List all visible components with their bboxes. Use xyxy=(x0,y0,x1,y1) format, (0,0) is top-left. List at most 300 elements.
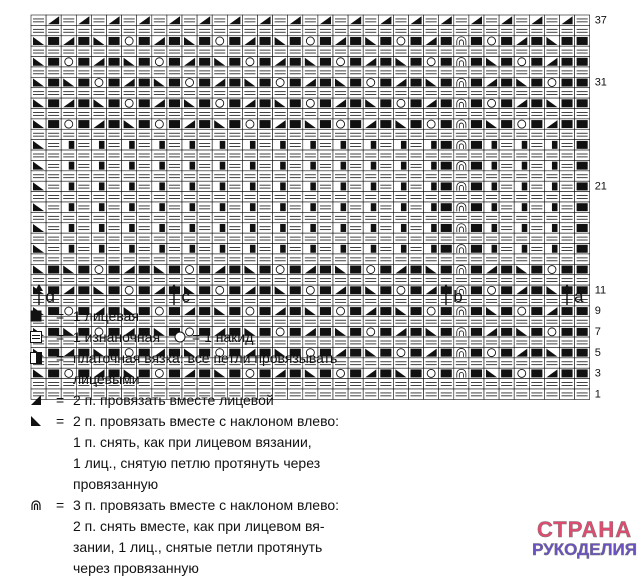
purl-square-cell xyxy=(182,46,197,56)
knit-square-cell xyxy=(348,285,363,295)
purl-square-cell xyxy=(258,275,273,285)
purl-square-cell xyxy=(439,46,454,56)
purl-square-cell xyxy=(424,108,439,118)
legend-text: лицевыми xyxy=(73,371,140,387)
purl-square-cell xyxy=(152,171,167,181)
purl-square-cell xyxy=(242,150,257,160)
ssk-triangle-cell xyxy=(424,327,439,337)
purl-square-cell xyxy=(122,25,137,35)
purl-square-cell xyxy=(363,25,378,35)
purl-square-cell xyxy=(197,108,212,118)
purl-square-cell xyxy=(378,181,393,191)
ssk-triangle-cell xyxy=(484,119,499,129)
purl-square-cell xyxy=(242,25,257,35)
ssk-triangle-cell xyxy=(514,77,529,87)
purl-square-cell xyxy=(560,150,575,160)
k2tog-triangle-cell xyxy=(46,15,61,25)
ssk-triangle-cell xyxy=(122,57,137,67)
purl-square-cell xyxy=(439,25,454,35)
purl-square-cell xyxy=(529,389,544,399)
sk2p-arch-icon xyxy=(30,499,42,511)
purl-square-cell xyxy=(544,316,559,326)
purl-square-cell xyxy=(258,25,273,35)
purl-square-cell xyxy=(303,212,318,222)
knit-square-cell xyxy=(529,57,544,67)
knit-square-cell xyxy=(469,140,484,150)
purl-square-cell xyxy=(454,254,469,264)
purl-square-cell xyxy=(182,108,197,118)
ssk-triangle-cell xyxy=(31,119,46,129)
purl-square-cell xyxy=(61,233,76,243)
purl-square-cell xyxy=(167,254,182,264)
purl-square-cell xyxy=(499,244,514,254)
knit-square-cell xyxy=(227,36,242,46)
purl-square-cell xyxy=(454,67,469,77)
purl-square-cell xyxy=(560,140,575,150)
purl-square-cell xyxy=(91,233,106,243)
purl-square-cell xyxy=(288,223,303,233)
purl-square-cell xyxy=(544,275,559,285)
purl-square-cell xyxy=(484,171,499,181)
purl-square-cell xyxy=(575,15,590,25)
knit-square-cell xyxy=(409,77,424,87)
garter-half-square-cell xyxy=(393,140,408,150)
purl-square-cell xyxy=(227,46,242,56)
purl-square-cell xyxy=(378,233,393,243)
arrow-marker-a xyxy=(562,284,584,311)
purl-square-cell xyxy=(484,46,499,56)
purl-square-cell xyxy=(560,379,575,389)
purl-square-cell xyxy=(499,140,514,150)
garter-half-square-cell xyxy=(152,244,167,254)
k2tog-triangle-cell xyxy=(348,15,363,25)
yarn-over-circle-cell xyxy=(484,36,499,46)
knit-square-cell xyxy=(107,77,122,87)
garter-half-square-cell xyxy=(484,202,499,212)
purl-square-cell xyxy=(76,244,91,254)
up-arrow-icon xyxy=(562,284,574,306)
purl-square-cell xyxy=(273,192,288,202)
purl-square-cell xyxy=(424,275,439,285)
purl-square-cell xyxy=(575,275,590,285)
purl-square-cell xyxy=(288,108,303,118)
knit-square-cell xyxy=(409,57,424,67)
purl-square-cell xyxy=(273,15,288,25)
purl-square-cell xyxy=(318,233,333,243)
purl-square-cell xyxy=(393,295,408,305)
purl-square-cell xyxy=(363,316,378,326)
purl-square-cell xyxy=(137,244,152,254)
purl-square-cell xyxy=(514,88,529,98)
ssk-triangle-cell xyxy=(31,36,46,46)
purl-square-cell xyxy=(484,67,499,77)
purl-square-cell xyxy=(514,25,529,35)
sk2p-arch-cell xyxy=(454,264,469,274)
knit-square-cell xyxy=(348,57,363,67)
purl-square-cell xyxy=(242,129,257,139)
purl-square-cell xyxy=(560,181,575,191)
garter-half-square-cell xyxy=(91,244,106,254)
k2tog-triangle-cell xyxy=(514,36,529,46)
purl-square-cell xyxy=(469,295,484,305)
purl-square-cell xyxy=(227,275,242,285)
ssk-triangle-cell xyxy=(152,77,167,87)
purl-square-cell xyxy=(76,67,91,77)
yarn-over-circle-cell xyxy=(424,119,439,129)
knit-square-cell xyxy=(46,119,61,129)
knit-square-cell xyxy=(167,36,182,46)
purl-square-cell xyxy=(393,358,408,368)
purl-square-cell xyxy=(333,25,348,35)
purl-square-cell xyxy=(544,389,559,399)
purl-square-cell xyxy=(529,358,544,368)
purl-square-cell xyxy=(409,181,424,191)
knit-square-cell xyxy=(439,57,454,67)
purl-square-cell xyxy=(363,337,378,347)
logo-line-2 xyxy=(532,541,637,559)
purl-square-cell xyxy=(242,233,257,243)
purl-square-cell xyxy=(167,25,182,35)
purl-square-cell xyxy=(529,275,544,285)
purl-square-cell xyxy=(76,171,91,181)
purl-square-cell xyxy=(318,275,333,285)
purl-square-cell xyxy=(409,160,424,170)
purl-square-cell xyxy=(499,108,514,118)
purl-square-cell xyxy=(258,88,273,98)
purl-square-cell xyxy=(152,108,167,118)
k2tog-triangle-cell xyxy=(152,98,167,108)
purl-square-cell xyxy=(484,212,499,222)
purl-square-cell xyxy=(424,212,439,222)
yarn-over-circle-cell xyxy=(514,368,529,378)
purl-square-cell xyxy=(91,150,106,160)
purl-square-cell xyxy=(258,223,273,233)
purl-square-cell xyxy=(122,233,137,243)
purl-square-cell xyxy=(137,67,152,77)
purl-square-cell xyxy=(137,254,152,264)
purl-square-cell xyxy=(484,295,499,305)
purl-square-cell xyxy=(499,202,514,212)
garter-half-square-cell xyxy=(544,223,559,233)
knit-square-cell xyxy=(288,119,303,129)
purl-square-cell xyxy=(484,254,499,264)
k2tog-triangle-cell xyxy=(258,15,273,25)
purl-square-cell xyxy=(333,171,348,181)
k2tog-triangle-cell xyxy=(152,285,167,295)
knit-square-cell xyxy=(409,327,424,337)
purl-square-cell xyxy=(409,223,424,233)
purl-square-cell xyxy=(378,212,393,222)
purl-square-cell xyxy=(560,212,575,222)
purl-square-cell xyxy=(575,192,590,202)
purl-square-cell xyxy=(288,46,303,56)
ssk-triangle-cell xyxy=(182,36,197,46)
purl-square-cell xyxy=(227,254,242,264)
yarn-over-circle-cell xyxy=(514,57,529,67)
purl-square-cell xyxy=(348,150,363,160)
purl-square-cell xyxy=(378,275,393,285)
garter-half-square-cell xyxy=(242,181,257,191)
knit-square-cell xyxy=(469,347,484,357)
yarn-over-circle-cell xyxy=(514,306,529,316)
purl-square-cell xyxy=(227,140,242,150)
knit-square-cell xyxy=(469,202,484,212)
purl-square-cell xyxy=(393,129,408,139)
purl-square-cell xyxy=(348,254,363,264)
purl-square-cell xyxy=(529,108,544,118)
purl-square-cell xyxy=(46,67,61,77)
knit-square-cell xyxy=(529,368,544,378)
purl-square-cell xyxy=(197,181,212,191)
knit-square-cell xyxy=(227,98,242,108)
purl-square-cell xyxy=(227,181,242,191)
purl-square-cell xyxy=(227,212,242,222)
garter-half-square-cell xyxy=(363,160,378,170)
purl-square-cell xyxy=(303,88,318,98)
purl-square-cell xyxy=(212,171,227,181)
knit-square-cell xyxy=(348,264,363,274)
purl-square-cell xyxy=(107,88,122,98)
k2tog-triangle-cell xyxy=(514,285,529,295)
ssk-triangle-icon xyxy=(30,415,42,427)
purl-square-cell xyxy=(288,295,303,305)
knit-square-cell xyxy=(575,223,590,233)
knit-square-cell xyxy=(288,98,303,108)
purl-square-cell xyxy=(575,150,590,160)
legend-equals: = xyxy=(56,392,65,408)
ssk-triangle-cell xyxy=(31,223,46,233)
knit-square-cell xyxy=(167,98,182,108)
purl-square-cell xyxy=(61,15,76,25)
knit-square-cell xyxy=(499,264,514,274)
purl-square-cell xyxy=(575,337,590,347)
purl-square-cell xyxy=(454,379,469,389)
knit-square-cell xyxy=(258,57,273,67)
purl-square-cell xyxy=(378,25,393,35)
knit-square-icon xyxy=(30,310,42,322)
purl-square-cell xyxy=(378,192,393,202)
purl-square-cell xyxy=(152,275,167,285)
yarn-over-circle-cell xyxy=(393,347,408,357)
purl-square-cell xyxy=(439,233,454,243)
knit-square-cell xyxy=(439,347,454,357)
purl-square-cell xyxy=(484,389,499,399)
purl-square-cell xyxy=(560,244,575,254)
purl-square-cell xyxy=(318,295,333,305)
knit-square-cell xyxy=(258,77,273,87)
purl-square-cell xyxy=(318,160,333,170)
purl-square-cell xyxy=(212,25,227,35)
purl-square-cell xyxy=(393,337,408,347)
purl-square-cell xyxy=(61,46,76,56)
purl-square-cell xyxy=(469,108,484,118)
purl-square-cell xyxy=(469,192,484,202)
legend-k2tog xyxy=(30,390,360,411)
purl-square-cell xyxy=(318,192,333,202)
purl-square-cell xyxy=(333,254,348,264)
purl-square-cell xyxy=(303,233,318,243)
ssk-triangle-cell xyxy=(363,285,378,295)
purl-square-cell xyxy=(91,254,106,264)
sk2p-arch-cell xyxy=(454,57,469,67)
purl-square-cell xyxy=(258,192,273,202)
purl-square-cell xyxy=(560,129,575,139)
knit-square-cell xyxy=(469,160,484,170)
yarn-over-circle-cell xyxy=(152,57,167,67)
purl-square-cell xyxy=(499,379,514,389)
purl-square-cell xyxy=(107,46,122,56)
k2tog-triangle-cell xyxy=(182,57,197,67)
garter-half-square-icon xyxy=(30,352,42,364)
knit-square-cell xyxy=(529,98,544,108)
purl-square-cell xyxy=(107,108,122,118)
purl-square-cell xyxy=(348,212,363,222)
garter-half-square-cell xyxy=(152,223,167,233)
purl-square-cell xyxy=(46,171,61,181)
purl-square-cell xyxy=(167,233,182,243)
yarn-over-circle-cell xyxy=(363,264,378,274)
k2tog-triangle-cell xyxy=(409,15,424,25)
purl-square-cell xyxy=(409,337,424,347)
yarn-over-circle-cell xyxy=(424,306,439,316)
k2tog-triangle-cell xyxy=(484,264,499,274)
logo-text: СТРАНА xyxy=(536,517,633,542)
k2tog-triangle-cell xyxy=(212,77,227,87)
knit-square-cell xyxy=(409,36,424,46)
purl-square-cell xyxy=(393,25,408,35)
purl-square-cell xyxy=(363,67,378,77)
knit-square-cell xyxy=(409,368,424,378)
purl-square-cell xyxy=(529,181,544,191)
purl-square-cell xyxy=(318,150,333,160)
ssk-triangle-cell xyxy=(484,306,499,316)
garter-half-square-cell xyxy=(273,202,288,212)
garter-half-square-cell xyxy=(212,244,227,254)
purl-square-cell xyxy=(288,244,303,254)
purl-square-cell xyxy=(258,244,273,254)
legend-equals: = xyxy=(56,329,65,345)
purl-square-cell xyxy=(212,150,227,160)
purl-square-cell xyxy=(499,181,514,191)
purl-square-cell xyxy=(514,316,529,326)
knit-square-cell xyxy=(107,36,122,46)
purl-square-cell xyxy=(152,233,167,243)
purl-square-cell xyxy=(318,129,333,139)
purl-square-cell xyxy=(529,295,544,305)
purl-square-cell xyxy=(318,25,333,35)
purl-square-cell xyxy=(529,379,544,389)
purl-square-cell xyxy=(409,295,424,305)
purl-square-cell xyxy=(333,233,348,243)
purl-square-cell xyxy=(378,67,393,77)
purl-square-cell xyxy=(152,212,167,222)
knit-square-cell xyxy=(197,77,212,87)
purl-square-cell xyxy=(167,244,182,254)
purl-square-cell xyxy=(91,15,106,25)
knit-square-cell xyxy=(469,285,484,295)
garter-half-square-cell xyxy=(333,202,348,212)
purl-square-cell xyxy=(76,254,91,264)
garter-half-square-cell xyxy=(122,140,137,150)
purl-square-cell xyxy=(348,88,363,98)
purl-square-cell xyxy=(333,46,348,56)
purl-square-cell xyxy=(273,171,288,181)
ssk-triangle-cell xyxy=(31,57,46,67)
purl-square-cell xyxy=(514,192,529,202)
k2tog-triangle-cell xyxy=(499,15,514,25)
knit-square-cell xyxy=(409,285,424,295)
knit-square-cell xyxy=(439,202,454,212)
knit-square-cell xyxy=(560,77,575,87)
purl-square-cell xyxy=(378,389,393,399)
knit-square-cell xyxy=(560,327,575,337)
knit-square-cell xyxy=(439,119,454,129)
purl-square-cell xyxy=(46,160,61,170)
purl-square-cell xyxy=(197,244,212,254)
knit-square-cell xyxy=(499,77,514,87)
legend-equals: = xyxy=(56,308,65,324)
k2tog-triangle-cell xyxy=(544,119,559,129)
knit-square-cell xyxy=(499,347,514,357)
knit-square-cell xyxy=(167,119,182,129)
k2tog-triangle-cell xyxy=(439,15,454,25)
purl-square-cell xyxy=(333,192,348,202)
purl-square-cell xyxy=(122,295,137,305)
purl-square-cell xyxy=(318,254,333,264)
purl-square-cell xyxy=(197,212,212,222)
legend-ssk xyxy=(30,411,360,432)
purl-square-cell xyxy=(137,192,152,202)
purl-square-cell xyxy=(378,316,393,326)
knit-square-cell xyxy=(499,368,514,378)
purl-square-cell xyxy=(560,316,575,326)
purl-square-cell xyxy=(454,129,469,139)
purl-square-cell xyxy=(529,202,544,212)
yarn-over-circle-cell xyxy=(242,119,257,129)
ssk-triangle-cell xyxy=(544,285,559,295)
knit-square-cell xyxy=(469,181,484,191)
purl-square-cell xyxy=(393,233,408,243)
purl-square-cell xyxy=(454,358,469,368)
garter-half-square-cell xyxy=(122,223,137,233)
knit-square-cell xyxy=(575,244,590,254)
legend-equals: = xyxy=(56,413,65,429)
k2tog-triangle-cell xyxy=(544,57,559,67)
knit-square-cell xyxy=(46,98,61,108)
purl-square-cell xyxy=(378,379,393,389)
purl-square-cell xyxy=(288,129,303,139)
purl-square-cell xyxy=(514,150,529,160)
yarn-over-circle-cell xyxy=(122,36,137,46)
purl-square-cell xyxy=(333,150,348,160)
purl-square-cell xyxy=(424,129,439,139)
purl-square-cell xyxy=(409,358,424,368)
purl-square-cell xyxy=(76,181,91,191)
purl-square-cell xyxy=(197,67,212,77)
k2tog-triangle-cell xyxy=(484,77,499,87)
purl-square-cell xyxy=(484,15,499,25)
knit-square-cell xyxy=(137,119,152,129)
purl-square-cell xyxy=(560,192,575,202)
purl-square-cell xyxy=(454,192,469,202)
purl-square-cell xyxy=(46,88,61,98)
garter-half-square-cell xyxy=(182,223,197,233)
purl-square-cell xyxy=(242,15,257,25)
purl-square-cell xyxy=(393,150,408,160)
purl-square-cell xyxy=(575,25,590,35)
purl-square-cell xyxy=(514,46,529,56)
garter-half-square-cell xyxy=(152,202,167,212)
